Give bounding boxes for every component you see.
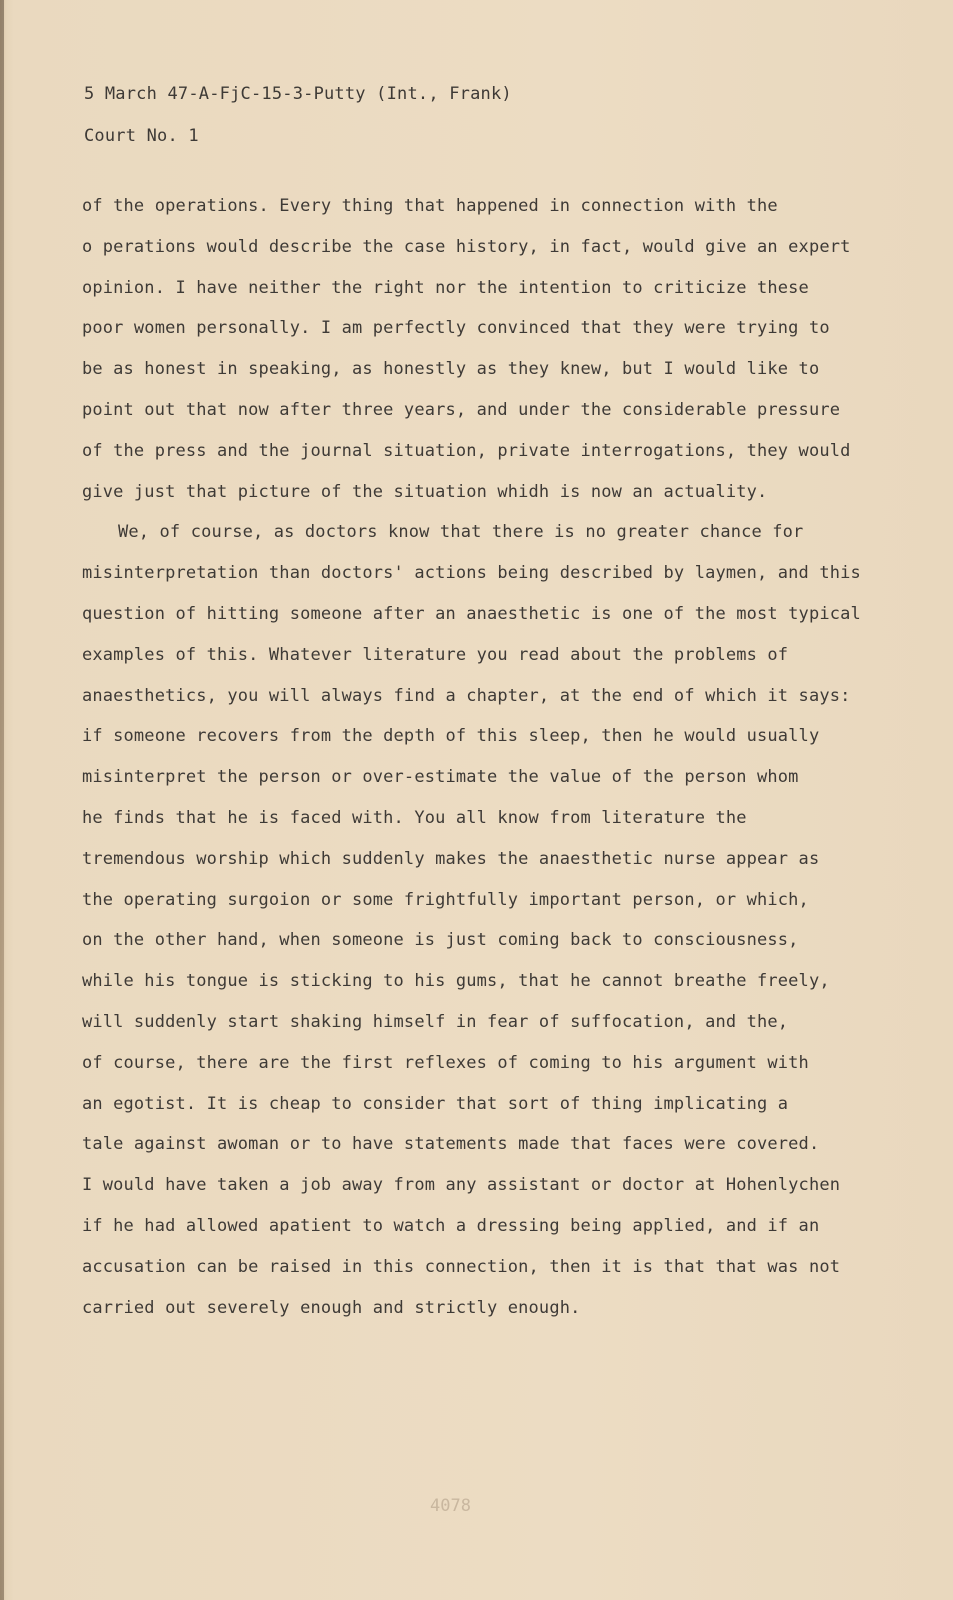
document-header-reference: 5 March 47-A-FjC-15-3-Putty (Int., Frank): [84, 84, 512, 104]
text-line: misinterpret the person or over-estimate the value of the person whom: [82, 767, 799, 788]
text-line: anaesthetics, you will always find a chapter, at the end of which it says:: [82, 685, 851, 706]
text-line: question of hitting someone after an anaesthetic is one of the most typical: [82, 603, 861, 624]
text-line: point out that now after three years, and under the considerable pressure: [82, 399, 841, 420]
text-line: tale against awoman or to have statements made that faces were covered.: [82, 1134, 820, 1155]
text-line: if he had allowed apatient to watch a dressing being applied, and if an: [82, 1215, 820, 1236]
paragraph-start-line: We, of course, as doctors know that there is no greater chance for: [118, 522, 804, 543]
text-line: of the press and the journal situation, private interrogations, they would: [82, 440, 851, 461]
text-line: while his tongue is sticking to his gums, that he cannot breathe freely,: [82, 971, 830, 992]
text-line: give just that picture of the situation whidh is now an actuality.: [82, 481, 768, 502]
text-line: of the operations. Every thing that happened in connection with the: [82, 196, 778, 216]
text-line: if someone recovers from the depth of this sleep, then he would usually: [82, 726, 820, 747]
text-line: o perations would describe the case history, in fact, would give an expert: [82, 236, 851, 257]
text-line: accusation can be raised in this connection, then it is that that was not: [82, 1256, 841, 1277]
text-line: on the other hand, when someone is just coming back to consciousness,: [82, 930, 799, 951]
text-line: poor women personally. I am perfectly convinced that they were trying to: [82, 318, 830, 339]
text-line: misinterpretation than doctors' actions being described by laymen, and this: [82, 563, 861, 584]
text-line: of course, there are the first reflexes of coming to his argument with: [82, 1052, 809, 1073]
page-number: 4078: [430, 1496, 471, 1516]
transcript-body: [82, 186, 861, 1328]
text-line: an egotist. It is cheap to consider that sort of thing implicating a: [82, 1093, 789, 1114]
text-line: be as honest in speaking, as honestly as they knew, but I would like to: [82, 359, 820, 380]
text-line: he finds that he is faced with. You all know from literature the: [82, 807, 747, 828]
document-header-court: Court No. 1: [84, 126, 199, 146]
text-line: I would have taken a job away from any assistant or doctor at Hohenlychen: [82, 1175, 841, 1196]
text-line: carried out severely enough and strictly enough.: [82, 1297, 581, 1318]
page-left-edge: [0, 0, 4, 1600]
text-line: examples of this. Whatever literature you read about the problems of: [82, 644, 789, 665]
text-line: the operating surgoion or some frightfully important person, or which,: [82, 889, 809, 910]
text-line: will suddenly start shaking himself in fear of suffocation, and the,: [82, 1011, 789, 1032]
text-line: opinion. I have neither the right nor the intention to criticize these: [82, 277, 809, 298]
text-line: tremendous worship which suddenly makes the anaesthetic nurse appear as: [82, 848, 820, 869]
